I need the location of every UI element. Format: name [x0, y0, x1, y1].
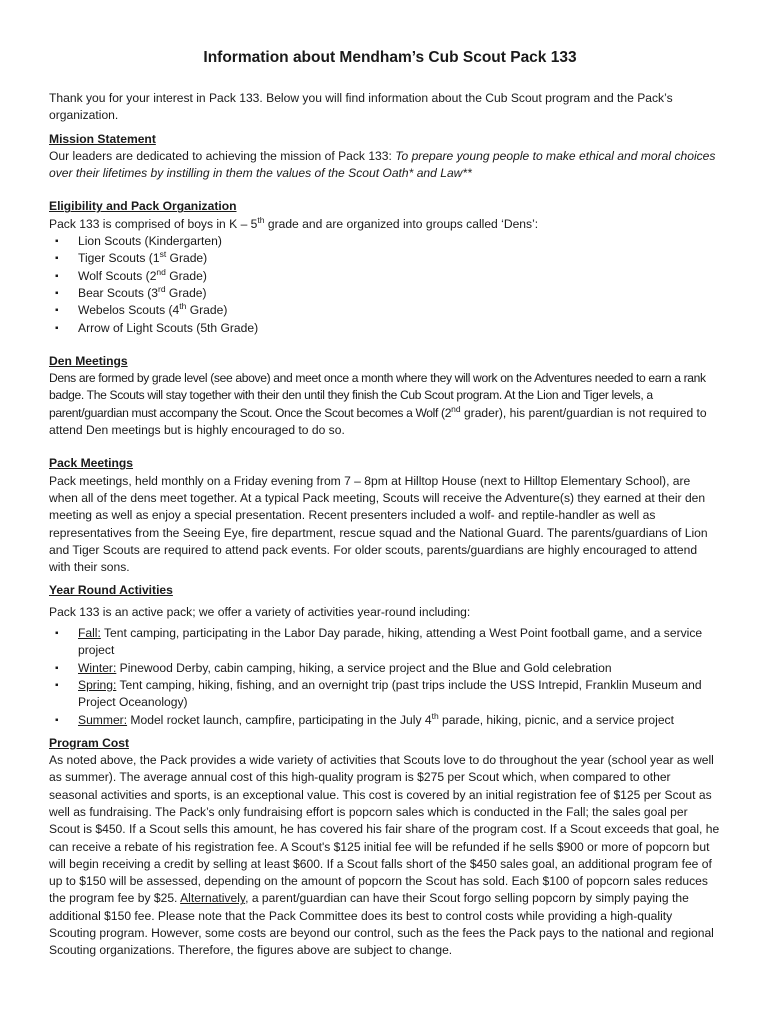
year-round-heading: Year Round Activities — [49, 583, 173, 598]
den-suffix: Grade) — [166, 251, 208, 266]
season-label: Fall: — [78, 626, 101, 641]
program-cost-text-a: As noted above, the Pack provides a wide variety of activities that Scouts love to do throughout the year (school year as well as summer). The average annual cost of this high-quality program is $275 per Scout which, when compared to other seasonal activities and sports, is an exceptional value. This cost is covered by an initial registration fee of $125 per Scout as well as fundraising. The Pack’s only fundraising effort is popcorn sales which is conducted in the Fall; the sales goal per Scout is $450. If a Scout sells this amount, he has covered his fair share of the program cost. If a Scout exceeds that goal, he can receive a rebate of his registration fee. A Scout's $125 initial fee will be refunded if he sells $900 or more of popcorn but will begin receiving a credit by selling at least $600. If a Scout falls short of the $450 sales goal, an additional program fee of up to $150 will be assessed, depending on the amount of popcorn the Scout has sold. Each $100 of popcorn sales reduces the program fee by $25. — [49, 753, 720, 906]
season-label: Winter: — [78, 660, 117, 675]
den-label: Arrow of Light Scouts (5th Grade) — [78, 320, 259, 335]
list-item — [49, 625, 721, 660]
program-cost-text — [49, 752, 721, 960]
mission-text — [49, 148, 721, 183]
den-meetings-heading: Den Meetings — [49, 353, 128, 368]
list-item — [49, 302, 721, 319]
season-label: Spring: — [78, 677, 117, 692]
den-label: Webelos Scouts (4 — [78, 303, 180, 318]
den-label: Bear Scouts (3 — [78, 285, 158, 300]
program-cost-text-b: , a parent/guardian can have their Scout forgo selling popcorn by simply paying the additional $150 fee. Please note that the Pack Committee does its best to control costs while providing a high-quality Scouting program. However, some costs are beyond our control, such as the fees the Pack pays to the national and regional Scouting organizations. Therefore, the figures above are subject to change. — [49, 891, 714, 958]
intro-paragraph: Thank you for your interest in Pack 133. Below you will find information about the Cub Scout program and the Pack’s organization. — [49, 91, 673, 123]
season-text: Model rocket launch, campfire, participating in the July 4 — [127, 712, 432, 727]
eligibility-lead-a: Pack 133 is comprised of boys in K – 5 — [49, 216, 258, 231]
mission-heading: Mission Statement — [49, 131, 156, 146]
eligibility-lead-b: grade and are organized into groups called ‘Dens’: — [264, 216, 539, 231]
den-meetings-text-a: Dens are formed by grade level (see above) and meet once a month where they will work on the Adventures needed to earn a rank badge. The Scouts will stay together with their den until they finish the Cub Scout program. At the Lion and Tiger levels, a parent/guardian must accompany the Scout. Once the Scout becomes a Wolf (2 — [49, 371, 706, 420]
den-suffix: Grade) — [186, 303, 228, 318]
den-meetings-sup: nd — [451, 403, 461, 414]
pack-meetings-heading: Pack Meetings — [49, 456, 134, 471]
eligibility-lead-sup: th — [257, 214, 265, 225]
season-list — [49, 625, 721, 729]
den-suffix: Grade) — [165, 285, 207, 300]
mission-section — [49, 131, 721, 183]
list-item — [49, 677, 721, 712]
program-cost-heading: Program Cost — [49, 735, 129, 750]
season-text: Tent camping, hiking, fishing, and an overnight trip (past trips include the USS Intrepid, Franklin Museum and Project Oceanology) — [78, 677, 702, 710]
eligibility-heading: Eligibility and Pack Organization — [49, 199, 237, 214]
mission-quote: To prepare young people to make ethical and moral choices over their lifetimes by instilling in them the values of the Scout Oath* and Law** — [49, 148, 716, 181]
den-meetings-text — [49, 370, 721, 439]
program-cost-section — [49, 735, 721, 960]
den-meetings-text-b: grader), his parent/guardian is not required to attend Den meetings but is highly encouraged to do so. — [49, 405, 707, 438]
list-item — [49, 233, 721, 250]
season-text: Pinewood Derby, cabin camping, hiking, a service project and the Blue and Gold celebration — [116, 660, 612, 675]
den-label: Wolf Scouts (2 — [78, 268, 157, 283]
list-item — [49, 250, 721, 267]
pack-meetings-section — [49, 455, 721, 576]
den-label: Tiger Scouts (1 — [78, 251, 160, 266]
year-round-lead: Pack 133 is an active pack; we offer a variety of activities year-round including: — [49, 604, 471, 619]
list-item — [49, 320, 721, 337]
eligibility-section — [49, 198, 721, 336]
den-suffix: Grade) — [165, 268, 207, 283]
season-label: Summer: — [78, 712, 128, 727]
den-ordinal: nd — [156, 266, 166, 277]
mission-lead: Our leaders are dedicated to achieving the mission of Pack 133: — [49, 148, 396, 163]
list-item — [49, 268, 721, 285]
program-cost-alt-word: Alternatively — [180, 891, 246, 906]
page-title: Information about Mendham’s Cub Scout Pack 133 — [203, 49, 577, 66]
den-ordinal: rd — [158, 283, 166, 294]
den-list — [49, 233, 721, 337]
den-label: Lion Scouts (Kindergarten) — [78, 234, 222, 249]
pack-meetings-text: Pack meetings, held monthly on a Friday evening from 7 – 8pm at Hilltop House (next to Hilltop Elementary School), are when all of the dens meet together. At a typical Pack meeting, Scouts will receive the Adventure(s) they earned at their den meeting as well as enjoy a special presentation. Recent presenters included a wolf- and reptile-handler as well as representatives from the Seeing Eye, fire department, rescue squad and the National Guard. The parents/guardians of Lion and Tiger Scouts are required to attend pack events. For older scouts, parents/guardians are highly encouraged to attend with their sons. — [49, 473, 708, 575]
den-meetings-section — [49, 353, 721, 439]
den-ordinal: st — [159, 249, 167, 260]
den-ordinal: th — [179, 301, 187, 312]
year-round-section — [49, 582, 721, 728]
document-page — [49, 48, 721, 960]
season-text-b: parade, hiking, picnic, and a service project — [438, 712, 674, 727]
list-item — [49, 712, 721, 729]
list-item — [49, 660, 721, 677]
eligibility-lead — [49, 216, 721, 233]
season-text: Tent camping, participating in the Labor Day parade, hiking, attending a West Point football game, and a service project — [78, 626, 703, 658]
season-ordinal: th — [431, 710, 439, 721]
list-item — [49, 285, 721, 302]
